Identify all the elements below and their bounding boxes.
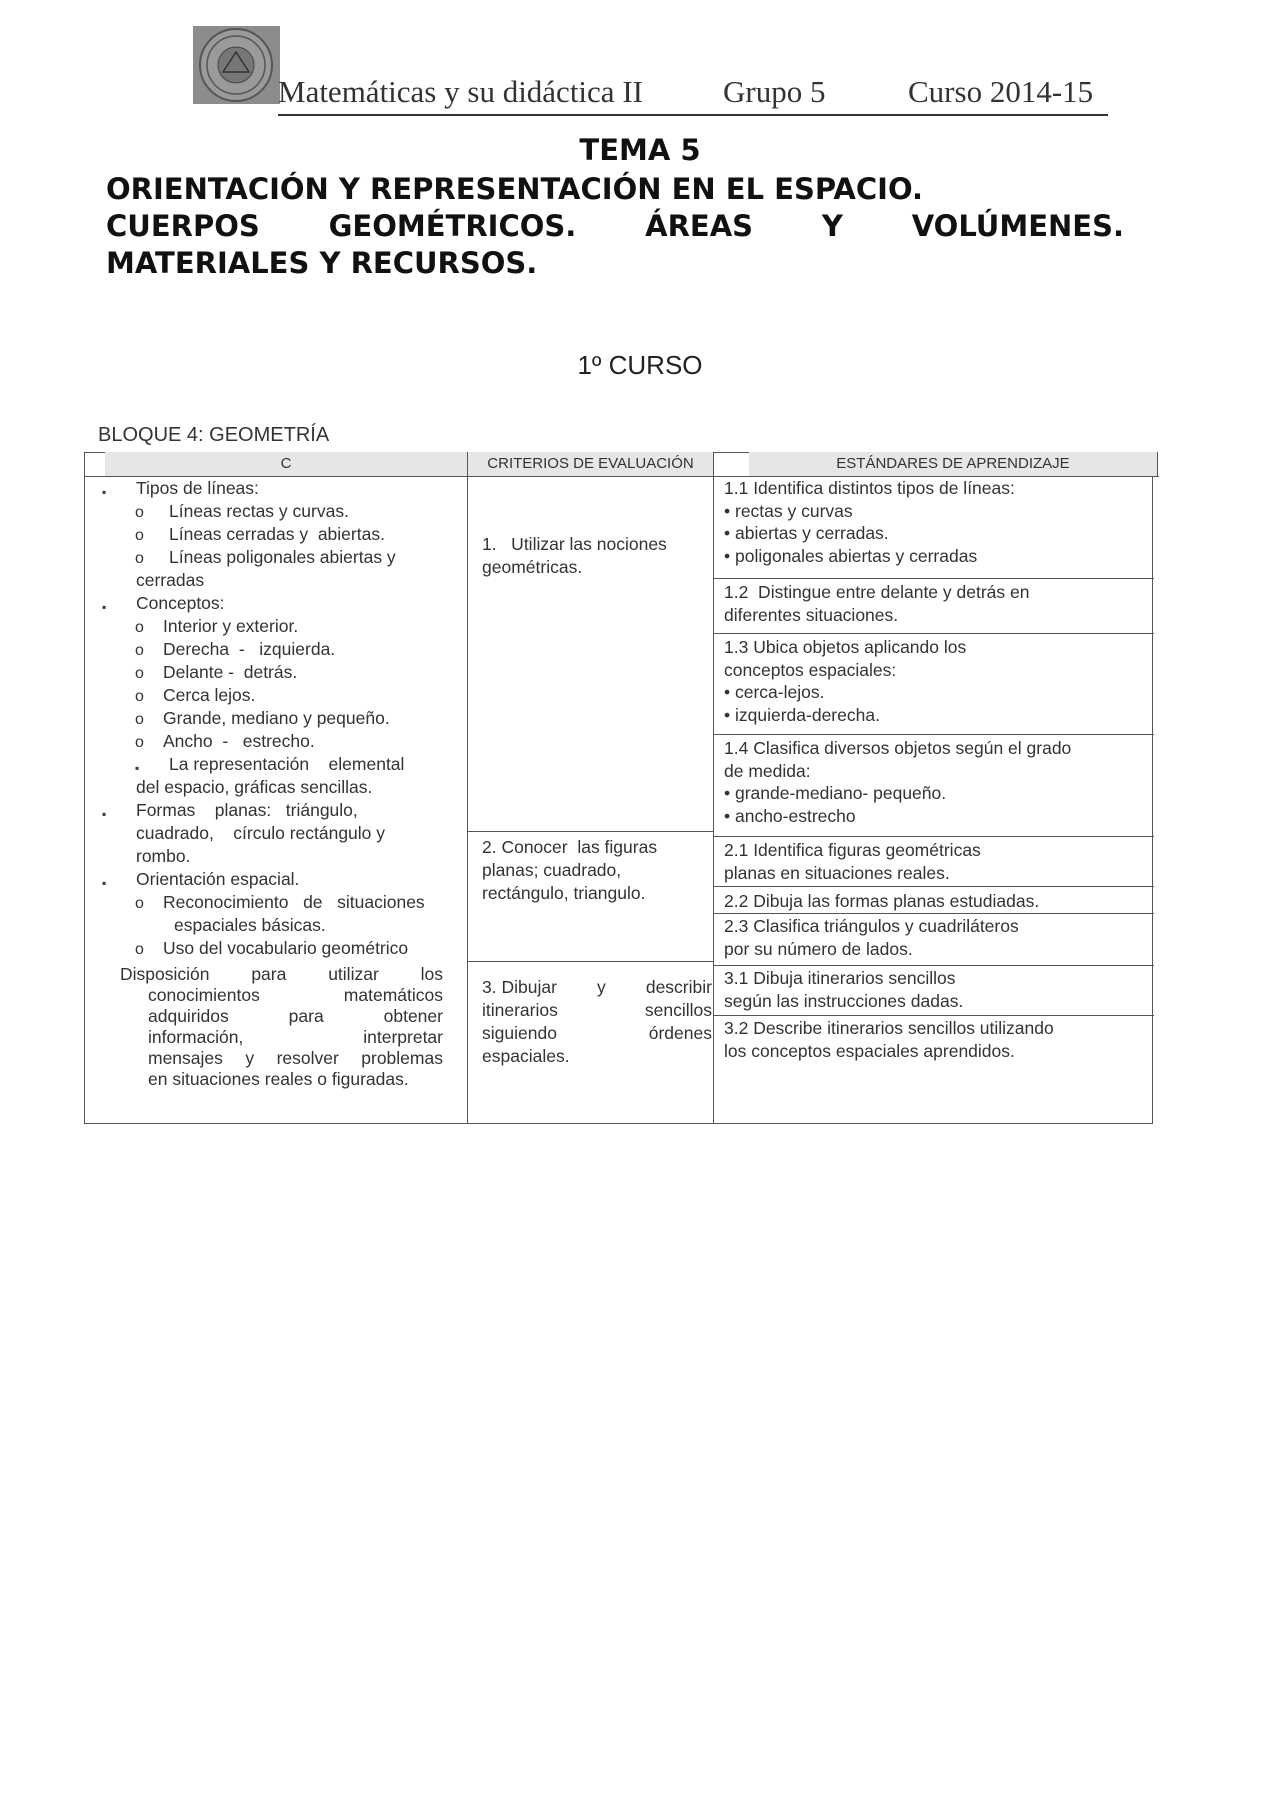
square-bullet-icon: ▪: [102, 600, 107, 614]
header-criteria: CRITERIOS DE EVALUACIÓN: [468, 452, 713, 476]
disposicion-word: interpretar: [363, 1027, 443, 1047]
criterion-line: [482, 836, 712, 859]
disposicion-word: resolver: [276, 1048, 339, 1068]
content-text: rombo.: [136, 846, 191, 866]
circle-bullet-icon: o: [135, 711, 144, 728]
content-text: cerradas: [136, 570, 205, 590]
standard-line: 1.1 Identifica distintos tipos de líneas:: [724, 478, 1015, 498]
column-divider: [713, 452, 714, 1124]
course-name: Matemáticas y su didáctica II: [278, 74, 643, 109]
disposicion-word: en situaciones reales o figuradas.: [148, 1069, 409, 1089]
content-item: [92, 776, 462, 799]
standard-line: los conceptos espaciales aprendidos.: [724, 1040, 1015, 1061]
circle-bullet-icon: o: [135, 550, 144, 567]
disposicion-word: los: [420, 964, 443, 984]
standard-3-2: [724, 1017, 1154, 1062]
title-word: ÁREAS: [645, 209, 754, 243]
standard-line: • ancho-estrecho: [724, 805, 856, 826]
criterion-line: [482, 859, 712, 882]
content-item: [92, 684, 462, 707]
criterion-2: [482, 836, 712, 905]
content-text: Ancho - estrecho.: [163, 731, 315, 751]
criterion-word: sencillos: [644, 1000, 712, 1020]
circle-bullet-icon: o: [135, 734, 144, 751]
criterion-line: [482, 533, 712, 556]
circle-bullet-icon: o: [135, 665, 144, 682]
disposicion-word: mensajes: [148, 1048, 223, 1068]
standard-line: diferentes situaciones.: [724, 604, 899, 625]
bloque-label: BLOQUE 4: GEOMETRÍA: [98, 424, 330, 446]
standard-3-1: [724, 967, 1154, 1012]
tema-heading: TEMA 5: [579, 133, 701, 167]
content-item: [92, 868, 462, 891]
standard-line: 1.2 Distingue entre delante y detrás en: [724, 582, 1030, 602]
circle-bullet-icon: o: [135, 527, 144, 544]
content-text: Cerca lejos.: [163, 685, 256, 705]
disposicion-word: para: [288, 1006, 324, 1026]
content-text: Delante - detrás.: [163, 662, 298, 682]
criterion-word: itinerarios: [482, 1000, 558, 1020]
content-text: Reconocimiento de situaciones: [163, 892, 425, 912]
curso-label: 1º CURSO: [577, 350, 703, 380]
criteria-rule: [467, 961, 714, 962]
standard-rule: [713, 1015, 1154, 1016]
standard-line: 2.3 Clasifica triángulos y cuadriláteros: [724, 916, 1019, 936]
standard-rule: [713, 734, 1154, 735]
content-item: [92, 914, 462, 937]
course-year: Curso 2014-15: [908, 74, 1094, 109]
content-item: [92, 730, 462, 753]
criterion-line: [482, 556, 712, 579]
header-contents: C: [105, 452, 467, 476]
circle-bullet-icon: o: [135, 688, 144, 705]
criterion-word: y: [597, 977, 606, 997]
title-word: VOLÚMENES.: [911, 209, 1124, 243]
disposicion-word: problemas: [361, 1048, 443, 1068]
criterion-word: 1. Utilizar las nociones: [482, 534, 667, 554]
disposicion-word: y: [245, 1048, 255, 1068]
square-bullet-icon: ▪: [102, 876, 107, 890]
content-item: [92, 845, 462, 868]
disposicion-paragraph: [120, 964, 443, 1090]
title-word: GEOMÉTRICOS.: [328, 209, 577, 243]
content-item: [92, 592, 462, 615]
standard-rule: [713, 578, 1154, 579]
disposicion-word: información,: [148, 1027, 244, 1047]
disposicion-word: para: [251, 964, 287, 984]
content-text: Derecha - izquierda.: [163, 639, 336, 659]
standard-1-2: [724, 581, 1154, 626]
criterion-word: describir: [645, 977, 712, 997]
standard-1-3: [724, 636, 1154, 726]
standard-1-1: [724, 477, 1154, 567]
content-text: cuadrado, círculo rectángulo y: [136, 823, 386, 843]
standard-line: 2.1 Identifica figuras geométricas: [724, 840, 981, 860]
content-item: [92, 477, 462, 500]
criterion-3: [482, 976, 712, 1068]
criterion-line: [482, 976, 712, 999]
criterion-word: 3. Dibujar: [482, 977, 557, 997]
standard-rule: [713, 965, 1154, 966]
standard-rule: [713, 836, 1154, 837]
title-word: CUERPOS: [106, 209, 260, 243]
content-item: [92, 799, 462, 822]
standard-line: según las instrucciones dadas.: [724, 990, 964, 1011]
standard-line: conceptos espaciales:: [724, 659, 897, 680]
criteria-rule: [467, 831, 714, 832]
criterion-word: órdenes: [648, 1023, 712, 1043]
disposicion-word: Disposición: [120, 964, 210, 984]
contents-column: [92, 477, 462, 960]
square-bullet-icon: ▪: [135, 761, 140, 775]
standard-line: 3.2 Describe itinerarios sencillos utilizando: [724, 1018, 1054, 1038]
content-text: Líneas cerradas y abiertas.: [169, 524, 385, 544]
content-text: Líneas rectas y curvas.: [169, 501, 349, 521]
content-item: [92, 569, 462, 592]
content-item: [92, 937, 462, 960]
disposicion-line: [120, 1048, 443, 1069]
content-text: Uso del vocabulario geométrico: [163, 938, 409, 958]
content-item: [92, 707, 462, 730]
standard-rule: [713, 913, 1154, 914]
standard-2-1: [724, 839, 1154, 884]
disposicion-line: [120, 985, 443, 1006]
group-name: Grupo 5: [723, 74, 826, 109]
university-seal-icon: [193, 26, 280, 104]
disposicion-word: adquiridos: [148, 1006, 229, 1026]
standard-line: 1.4 Clasifica diversos objetos según el grado: [724, 738, 1072, 758]
content-item: [92, 546, 462, 569]
content-item: [92, 638, 462, 661]
criterion-word: rectángulo, triangulo.: [482, 883, 646, 903]
criterion-word: espaciales.: [482, 1046, 570, 1066]
disposicion-line: [120, 1027, 443, 1048]
content-text: La representación elemental: [169, 754, 405, 774]
content-text: Grande, mediano y pequeño.: [163, 708, 390, 728]
content-text: espaciales básicas.: [174, 915, 326, 935]
circle-bullet-icon: o: [135, 895, 144, 912]
standard-2-3: [724, 915, 1154, 960]
content-item: [92, 822, 462, 845]
content-item: [92, 523, 462, 546]
content-text: Formas planas: triángulo,: [136, 800, 358, 820]
content-text: Líneas poligonales abiertas y: [169, 547, 396, 567]
disposicion-word: matemáticos: [343, 985, 443, 1005]
criterion-word: 2. Conocer las figuras: [482, 837, 658, 857]
content-text: Tipos de líneas:: [136, 478, 259, 498]
content-text: Conceptos:: [136, 593, 225, 613]
criterion-line: [482, 882, 712, 905]
content-text: del espacio, gráficas sencillas.: [136, 777, 373, 797]
title-line-1: ORIENTACIÓN Y REPRESENTACIÓN EN EL ESPACIO.: [106, 172, 923, 206]
standard-line: • abiertas y cerradas.: [724, 523, 889, 543]
disposicion-line: [120, 964, 443, 985]
circle-bullet-icon: o: [135, 619, 144, 636]
title-word: Y: [821, 209, 843, 243]
column-divider: [467, 452, 468, 1124]
standard-rule: [713, 886, 1154, 887]
criterion-1: [482, 533, 712, 579]
standard-line: por su número de lados.: [724, 938, 913, 959]
standard-line: • poligonales abiertas y cerradas: [724, 545, 978, 566]
criterion-word: siguiendo: [482, 1023, 557, 1043]
square-bullet-icon: ▪: [102, 807, 107, 821]
title-line-3: MATERIALES Y RECURSOS.: [106, 246, 538, 280]
standard-rule: [713, 633, 1154, 634]
square-bullet-icon: ▪: [102, 485, 107, 499]
disposicion-word: conocimientos: [148, 985, 260, 1005]
standard-line: de medida:: [724, 760, 811, 781]
disposicion-word: obtener: [383, 1006, 443, 1026]
disposicion-word: utilizar: [328, 964, 379, 984]
disposicion-line: [120, 1006, 443, 1027]
standard-line: • rectas y curvas: [724, 500, 853, 521]
content-item: [92, 753, 462, 776]
content-item: [92, 661, 462, 684]
criterion-word: geométricas.: [482, 557, 583, 577]
standard-line: 3.1 Dibuja itinerarios sencillos: [724, 968, 956, 988]
criterion-line: [482, 1022, 712, 1045]
circle-bullet-icon: o: [135, 642, 144, 659]
standard-line: 2.2 Dibuja las formas planas estudiadas.: [724, 891, 1040, 911]
standard-line: • cerca-lejos.: [724, 682, 825, 702]
circle-bullet-icon: o: [135, 941, 144, 958]
disposicion-line: [120, 1069, 443, 1090]
standard-1-4: [724, 737, 1154, 827]
criterion-word: planas; cuadrado,: [482, 860, 622, 880]
running-header: [278, 70, 1108, 116]
criterion-line: [482, 1045, 712, 1068]
standard-line: • grande-mediano- pequeño.: [724, 783, 947, 803]
content-text: Orientación espacial.: [136, 869, 300, 889]
standard-2-2: [724, 890, 1154, 913]
criterion-line: [482, 999, 712, 1022]
standard-line: 1.3 Ubica objetos aplicando los: [724, 637, 967, 657]
content-text: Interior y exterior.: [163, 616, 299, 636]
standard-line: • izquierda-derecha.: [724, 704, 880, 725]
circle-bullet-icon: o: [135, 504, 144, 521]
standard-line: planas en situaciones reales.: [724, 862, 950, 883]
title-line-2: [106, 209, 1124, 243]
content-item: [92, 500, 462, 523]
content-item: [92, 615, 462, 638]
header-standards: ESTÁNDARES DE APRENDIZAJE: [749, 452, 1158, 476]
content-item: [92, 891, 462, 914]
